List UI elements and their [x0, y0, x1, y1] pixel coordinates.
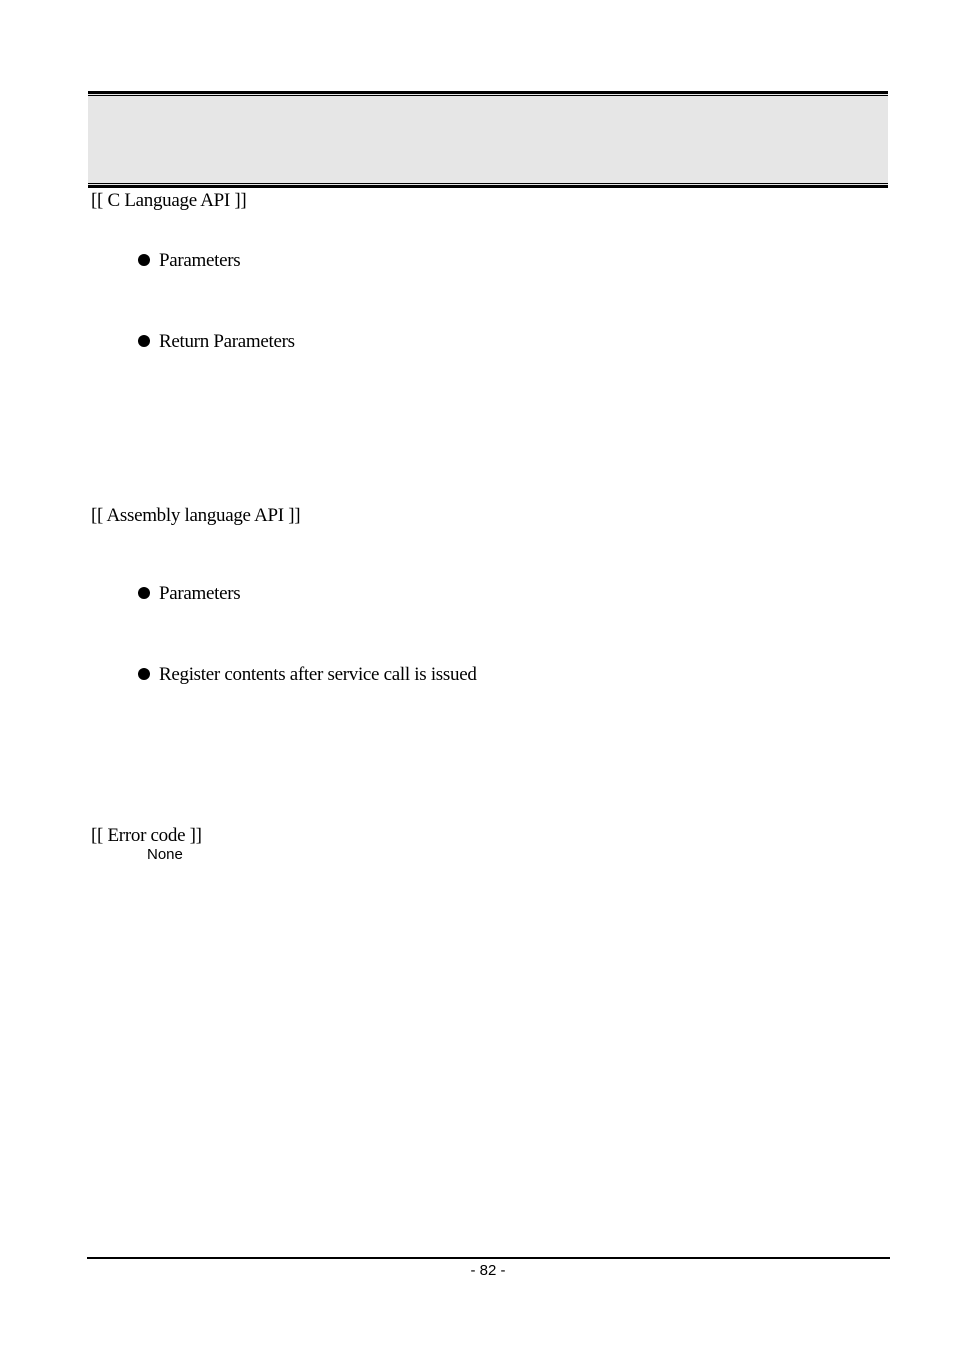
asm-api-register-contents-item [138, 664, 477, 686]
c-api-parameters-item [138, 250, 240, 272]
header-top-rule-thick [88, 91, 888, 94]
c-api-return-parameters-item [138, 331, 295, 353]
footer-rule [87, 1257, 890, 1259]
header-top-rule-thin [88, 95, 888, 96]
bullet-dot-icon [138, 254, 150, 266]
bullet-dot-icon [138, 668, 150, 680]
asm-api-parameters-label: Parameters [159, 583, 241, 604]
header-bottom-rule-thin [88, 183, 888, 184]
c-api-parameters-label: Parameters [159, 250, 241, 271]
error-code-heading: [[ Error code ]] [91, 825, 202, 846]
error-code-value: None [147, 846, 183, 863]
bullet-dot-icon [138, 587, 150, 599]
header-bottom-rule-thick [88, 185, 888, 188]
asm-api-register-contents-label: Register contents after service call is issued [159, 664, 477, 685]
page-number: - 82 - [470, 1262, 506, 1279]
c-api-return-parameters-label: Return Parameters [159, 331, 295, 352]
header-band [88, 91, 888, 188]
c-api-heading: [[ C Language API ]] [91, 190, 247, 211]
asm-api-heading: [[ Assembly language API ]] [91, 505, 301, 526]
bullet-dot-icon [138, 335, 150, 347]
asm-api-parameters-item [138, 583, 240, 605]
